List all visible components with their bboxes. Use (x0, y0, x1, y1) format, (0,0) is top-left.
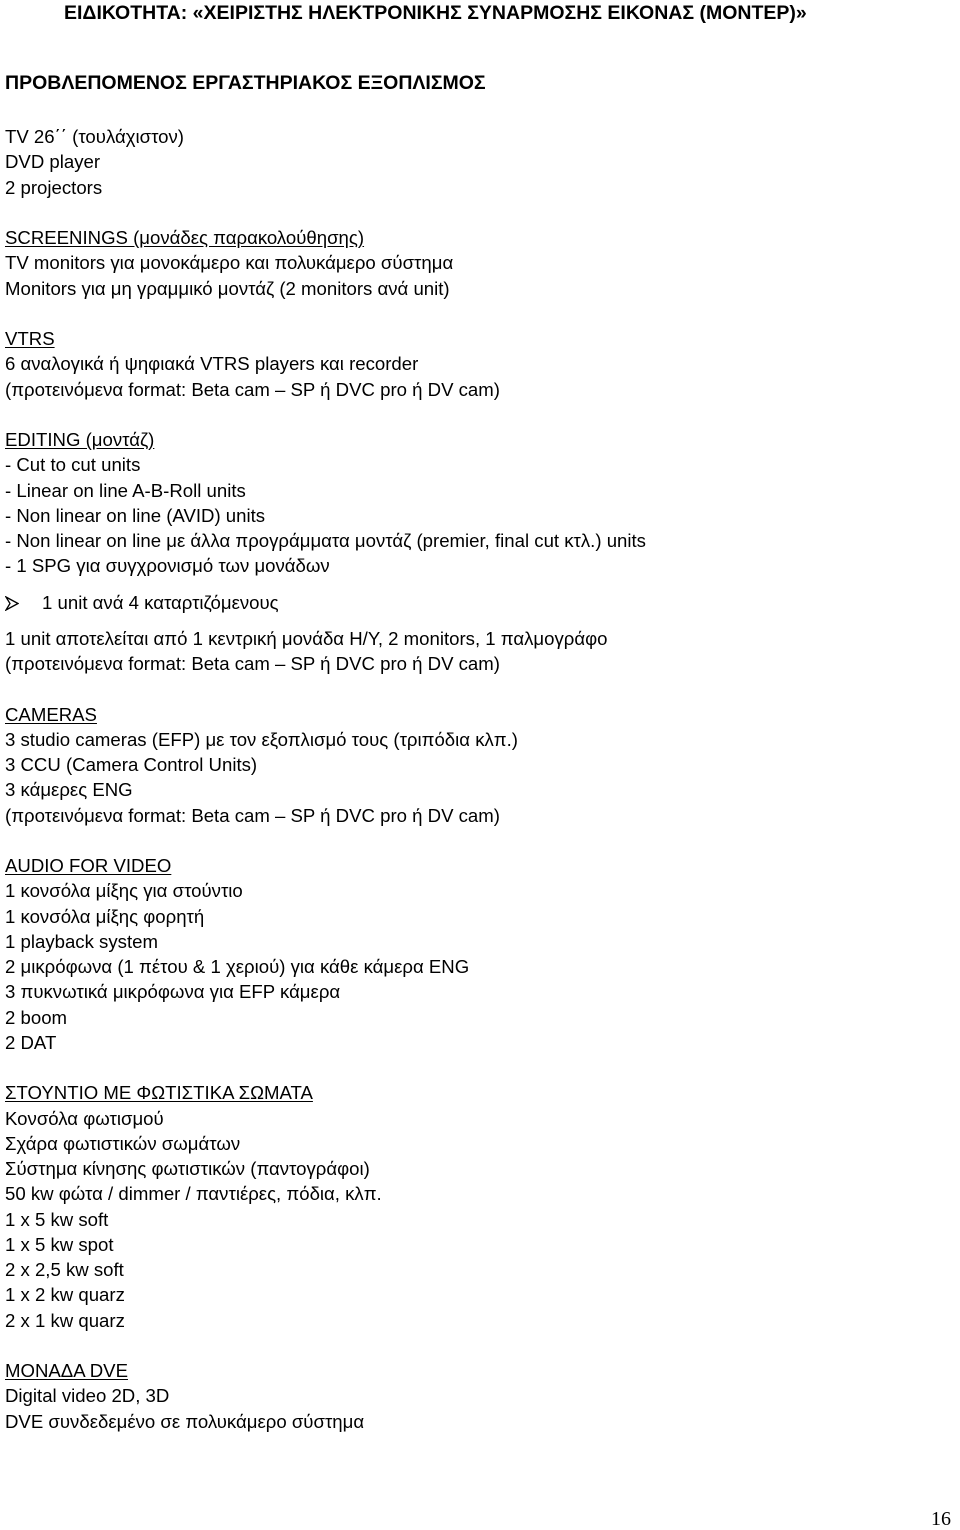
dve-item: Digital video 2D, 3D (5, 1385, 170, 1407)
screenings-item: TV monitors για μονοκάμερο και πολυκάμερο σύστημα (5, 252, 454, 274)
studio-item: 50 kw φώτα / dimmer / παντιέρες, πόδια, κλπ. (5, 1183, 382, 1205)
audio-item: 1 κονσόλα μίξης για στούντιο (5, 880, 243, 902)
audio-item: 2 μικρόφωνα (1 πέτου & 1 χεριού) για κάθε κάμερα ENG (5, 956, 470, 977)
editing-item: - Cut to cut units (5, 454, 141, 476)
studio-item: 1 x 5 kw spot (5, 1233, 114, 1255)
editing-heading-text: EDITING (μοντάζ) (5, 429, 155, 450)
audio-item: 1 κονσόλα μίξης φορητή (5, 905, 205, 927)
arrow-bullet-icon (5, 596, 42, 611)
dve-item: DVE συνδεδεμένο σε πολυκάμερο σύστημα (5, 1410, 365, 1432)
studio-heading (5, 1080, 945, 1105)
studio-item: 2 x 1 kw quarz (5, 1309, 125, 1331)
audio-heading (5, 853, 945, 878)
cameras-item: 3 studio cameras (EFP) με τον εξοπλισμό τους (τριπόδια κλπ.) (5, 728, 518, 750)
intro-line: DVD player (5, 151, 101, 173)
page-number: 16 (931, 1508, 951, 1530)
dve-heading-text: ΜΟΝΑΔΑ DVE (5, 1360, 128, 1381)
studio-item: 2 x 2,5 kw soft (5, 1259, 124, 1280)
page-title: ΠΡΟΒΛΕΠΟΜΕΝΟΣ ΕΡΓΑΣΤΗΡΙΑΚΟΣ ΕΞΟΠΛΙΣΜΟΣ (5, 72, 486, 94)
editing-item: - Linear on line A-B-Roll units (5, 479, 246, 501)
intro-line: 2 projectors (5, 176, 103, 198)
document-body (5, 124, 945, 1434)
editing-item: - 1 SPG για συγχρονισμό των μονάδων (5, 555, 330, 577)
editing-item: - Non linear on line (AVID) units (5, 504, 266, 526)
screenings-heading-text: SCREENINGS (μονάδες παρακολούθησης) (5, 227, 365, 248)
vtrs-heading (5, 326, 945, 351)
spacer (5, 200, 945, 225)
studio-item: Σχάρα φωτιστικών σωμάτων (5, 1132, 241, 1154)
audio-item: 2 DAT (5, 1031, 57, 1053)
audio-heading-text: AUDIO FOR VIDEO (5, 855, 172, 876)
cameras-heading (5, 702, 945, 727)
intro-line: TV 26΄΄ (τουλάχιστον) (5, 126, 184, 147)
cameras-item: (προτεινόμενα format: Beta cam – SP ή DVC pro ή DV cam) (5, 804, 500, 826)
editing-bullet (5, 590, 945, 615)
editing-bullet-text: 1 unit ανά 4 καταρτιζόμενους (42, 591, 279, 613)
editing-heading (5, 427, 945, 452)
screenings-heading (5, 225, 945, 250)
vtrs-heading-text: VTRS (5, 328, 55, 349)
cameras-item: 3 CCU (Camera Control Units) (5, 754, 258, 775)
spacer (5, 1055, 945, 1080)
editing-after-line: 1 unit αποτελείται από 1 κεντρική μονάδα Η/Υ, 2 monitors, 1 παλμογράφο (5, 627, 608, 649)
audio-item: 1 playback system (5, 930, 158, 952)
studio-item: Κονσόλα φωτισμού (5, 1107, 164, 1129)
spacer (5, 402, 945, 427)
screenings-item: Monitors για μη γραμμικό μοντάζ (2 monitors ανά unit) (5, 277, 450, 299)
studio-heading-text: ΣΤΟΥΝΤΙΟ ΜΕ ΦΩΤΙΣΤΙΚΑ ΣΩΜΑΤΑ (5, 1082, 313, 1104)
spacer (5, 301, 945, 326)
cameras-item: 3 κάμερες ENG (5, 779, 133, 801)
cameras-heading-text: CAMERAS (5, 703, 97, 725)
dve-heading (5, 1358, 945, 1383)
page-header: ΕΙΔΙΚΟΤΗΤΑ: «ΧΕΙΡΙΣΤΗΣ ΗΛΕΚΤΡΟΝΙΚΗΣ ΣΥΝΑΡΜΟΣΗΣ ΕΙΚΟΝΑΣ (ΜΟΝΤΕΡ)» (64, 2, 807, 24)
vtrs-item: (προτεινόμενα format: Beta cam – SP ή DVC pro ή DV cam) (5, 378, 500, 400)
spacer (5, 676, 945, 701)
studio-item: 1 x 2 kw quarz (5, 1284, 125, 1306)
studio-item: Σύστημα κίνησης φωτιστικών (παντογράφοι) (5, 1158, 370, 1179)
editing-item: - Non linear on line με άλλα προγράμματα μοντάζ (premier, final cut κτλ.) units (5, 530, 646, 551)
audio-item: 2 boom (5, 1006, 68, 1028)
vtrs-item: 6 αναλογικά ή ψηφιακά VTRS players και recorder (5, 353, 419, 375)
spacer (5, 1333, 945, 1358)
editing-after-line: (προτεινόμενα format: Beta cam – SP ή DVC pro ή DV cam) (5, 653, 500, 674)
audio-item: 3 πυκνωτικά μικρόφωνα για EFP κάμερα (5, 981, 341, 1003)
spacer (5, 828, 945, 853)
studio-item: 1 x 5 kw soft (5, 1208, 109, 1230)
